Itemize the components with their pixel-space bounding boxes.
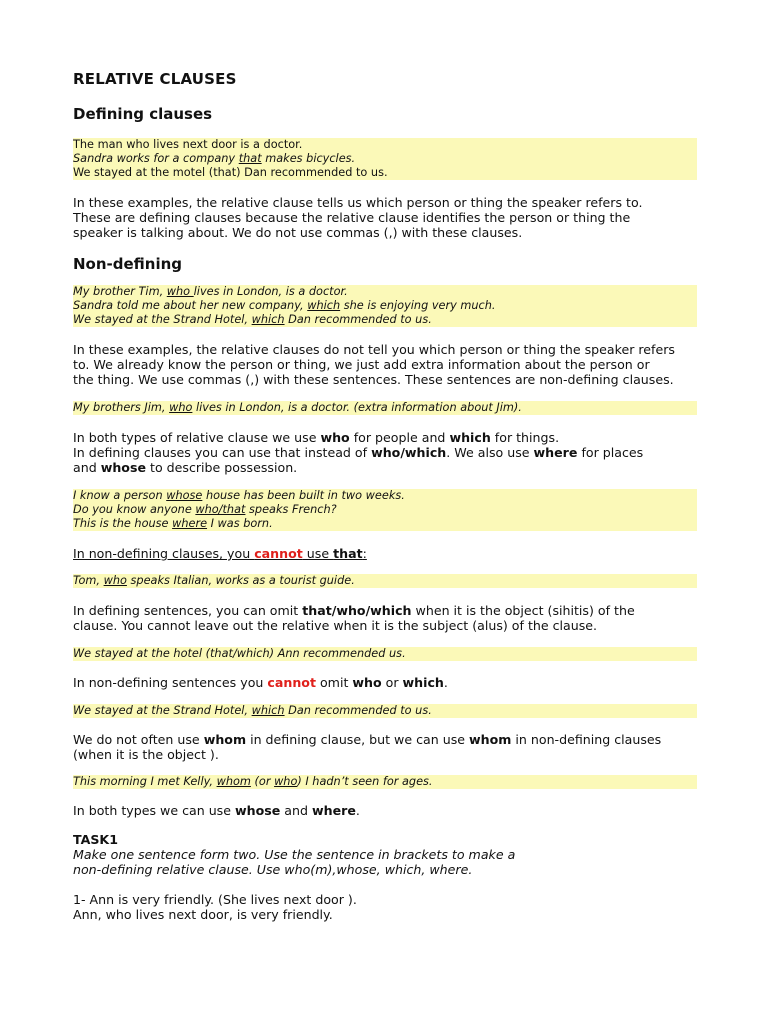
task-question: 1- Ann is very friendly. (She lives next door ). [73, 892, 357, 907]
example-line: I know a person whose house has been built in two weeks. [73, 489, 405, 502]
example-box-whom [73, 775, 697, 789]
example-line: This morning I met Kelly, whom (or who) I hadn’t seen for ages. [73, 775, 433, 788]
example-box-strand-hotel [73, 704, 697, 718]
example-line: We stayed at the hotel (that/which) Ann recommended us. [73, 647, 406, 660]
paragraph-whose-where: In both types we can use whose and where. [73, 803, 360, 818]
example-line: My brother Tim, who lives in London, is a doctor. [73, 285, 348, 298]
example-box-whose-where [73, 489, 697, 531]
example-line: The man who lives next door is a doctor. [73, 138, 303, 151]
example-line: My brothers Jim, who lives in London, is a doctor. (extra information about Jim). [73, 401, 522, 414]
paragraph-defining-explanation: In these examples, the relative clause tells us which person or thing the speaker refers to. These are defining clauses because the relative clause identifies the person or thing the speaker is talking about. We do not use commas (,) with these clauses. [73, 195, 643, 240]
paragraph-omit-relative: In defining sentences, you can omit that/who/which when it is the object (sihitis) of the clause. You cannot leave out the relative when it is the subject (alus) of the clause. [73, 603, 635, 633]
example-line: Sandra works for a company that makes bicycles. [73, 152, 356, 165]
example-box-tom [73, 574, 697, 588]
paragraph-both-types: In both types of relative clause we use who for people and which for things. In defining clauses you can use that instead of who/which. We also use where for places and whose to describe possession. [73, 430, 644, 475]
example-line: We stayed at the Strand Hotel, which Dan recommended to us. [73, 704, 432, 717]
rule-cannot-omit: In non-defining sentences you cannot omit who or which. [73, 675, 448, 690]
example-line: We stayed at the Strand Hotel, which Dan recommended to us. [73, 313, 432, 326]
example-line: Do you know anyone who/that speaks French? [73, 503, 337, 516]
task-instructions: Make one sentence form two. Use the sentence in brackets to make a non-defining relative clause. Use who(m),whose, which, where. [73, 847, 516, 877]
page-title: RELATIVE CLAUSES [73, 70, 237, 88]
example-line: Tom, who speaks Italian, works as a tourist guide. [73, 574, 355, 587]
task-answer: Ann, who lives next door, is very friendly. [73, 907, 333, 922]
example-line: We stayed at the motel (that) Dan recommended to us. [73, 166, 388, 179]
heading-non-defining: Non-defining [73, 255, 183, 273]
example-box-omit [73, 647, 697, 661]
rule-cannot-use-that: In non-defining clauses, you cannot use that: [73, 546, 367, 561]
example-line: This is the house where I was born. [73, 517, 273, 530]
paragraph-non-defining-explanation: In these examples, the relative clauses do not tell you which person or thing the speaker refers to. We already know the person or thing, we just add extra information about the person or the thing. We use commas (,) with these sentences. These sentences are non-defining clauses. [73, 342, 675, 387]
heading-defining-clauses: Defining clauses [73, 105, 213, 123]
paragraph-whom: We do not often use whom in defining clause, but we can use whom in non-defining clauses (when it is the object ). [73, 732, 662, 762]
example-line: Sandra told me about her new company, which she is enjoying very much. [73, 299, 496, 312]
example-box-extra-information [73, 401, 697, 415]
document-page [73, 68, 697, 922]
example-box-non-defining [73, 285, 697, 327]
task-item-1 [73, 892, 697, 922]
example-box-defining [73, 138, 697, 180]
task-title: TASK1 [73, 832, 118, 847]
